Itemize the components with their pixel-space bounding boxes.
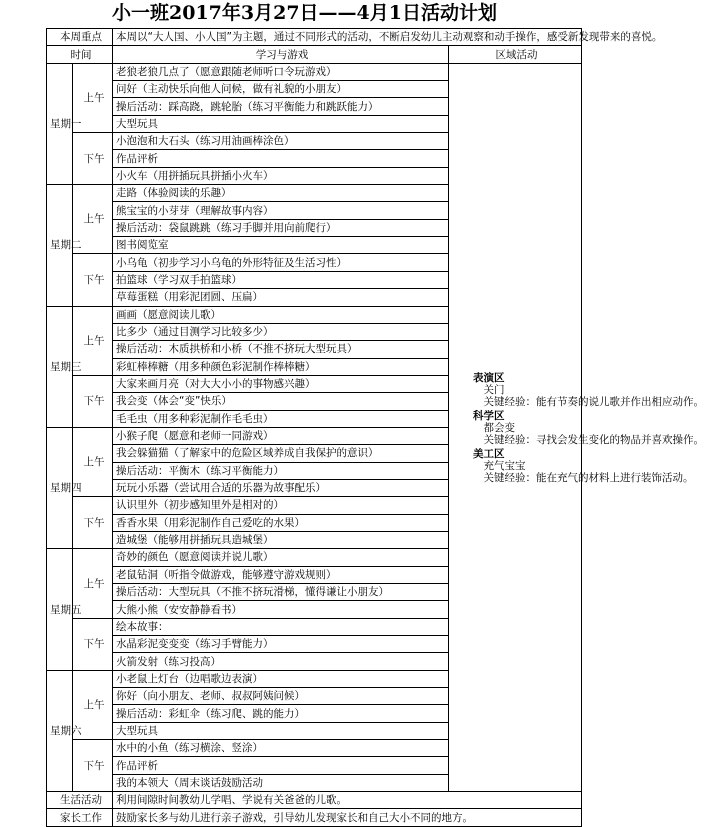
half-day-label: 上午 — [73, 185, 113, 254]
day-label: 星期六 — [47, 670, 73, 791]
activity-cell: 你好（向小朋友、老师、叔叔阿姨问候） — [113, 688, 449, 705]
day-label: 星期四 — [47, 427, 73, 548]
schedule-row — [47, 63, 582, 80]
activity-cell: 奇妙的颜色（愿意阅读并说儿歌） — [113, 549, 449, 566]
half-day-label: 上午 — [73, 427, 113, 496]
activity-cell: 小老鼠上灯台（边唱歌边表演） — [113, 670, 449, 687]
activity-cell: 小火车（用拼插玩具拼插小火车） — [113, 167, 449, 184]
life-activity-text: 利用间隙时间教幼儿学唱、学说有关爸爸的儿歌。 — [113, 792, 582, 809]
life-activity-row — [47, 792, 582, 809]
region-activity-name: 关门 — [483, 384, 505, 397]
activity-cell: 大家来画月亮（对大大小小的事物感兴趣） — [113, 375, 449, 392]
activity-cell: 走路（体验阅读的乐趣） — [113, 185, 449, 202]
activity-cell: 操后活动：木质拱桥和小桥（不推不挤玩大型玩具） — [113, 341, 449, 358]
plan-body — [47, 29, 704, 827]
half-day-label: 下午 — [73, 497, 113, 549]
parent-work-row — [47, 809, 582, 826]
activity-cell: 操后活动：大型玩具（不推不挤玩滑梯，懂得谦让小朋友） — [113, 584, 449, 601]
day-label: 星期一 — [47, 63, 73, 184]
region-title: 美工区 — [473, 448, 505, 461]
activity-cell: 造城堡（能够用拼插玩具造城堡） — [113, 531, 449, 548]
activity-cell: 绘本故事： — [113, 618, 449, 635]
region-title: 表演区 — [473, 372, 505, 385]
half-day-label: 上午 — [73, 63, 113, 132]
activity-cell: 水晶彩泥变变变（练习手臂能力） — [113, 636, 449, 653]
activity-cell: 小乌龟（初步学习小乌龟的外形特征及生活习性） — [113, 254, 449, 271]
header-region: 区域活动 — [449, 46, 582, 63]
parent-work-text: 鼓励家长多与幼儿进行亲子游戏，引导幼儿发现家长和自己大小不同的地方。 — [113, 809, 582, 826]
activity-cell: 老鼠钻洞（听指令做游戏，能够遵守游戏规则） — [113, 566, 449, 583]
activity-cell: 香香水果（用彩泥制作自己爱吃的水果） — [113, 514, 449, 531]
activity-cell: 大型玩具 — [113, 115, 449, 132]
activity-cell: 小泡泡和大石头（练习用油画棒涂色） — [113, 133, 449, 150]
activity-cell: 大熊小熊（安安静静看书） — [113, 601, 449, 618]
half-day-label: 下午 — [73, 254, 113, 306]
activity-cell: 我会变（体会“变”快乐） — [113, 393, 449, 410]
activity-cell: 大型玩具 — [113, 722, 449, 739]
focus-text: 本周以“大人国、小人国”为主题，通过不同形式的活动，不断启发幼儿主动观察和动手操作，感受新发现带来的喜悦。 — [113, 29, 582, 46]
half-day-label: 下午 — [73, 375, 113, 427]
activity-cell: 老狼老狼几点了（愿意跟随老师听口令玩游戏） — [113, 63, 449, 80]
activity-cell: 我会躲猫猫（了解家中的危险区域养成自我保护的意识） — [113, 445, 449, 462]
region-key-experience: 关键经验：能在充气的材料上进行装饰活动。 — [483, 472, 694, 485]
activity-cell: 熊宝宝的小芽芽（理解故事内容） — [113, 202, 449, 219]
activity-cell: 拍篮球（学习双手拍篮球） — [113, 271, 449, 288]
region-key-experience: 关键经验：寻找会发生变化的物品并喜欢操作。 — [483, 434, 704, 447]
day-label: 星期二 — [47, 185, 73, 306]
header-time: 时间 — [47, 46, 113, 63]
activity-cell: 草莓蛋糕（用彩泥团圆、压扁） — [113, 289, 449, 306]
activity-cell: 小猴子爬（愿意和老师一同游戏） — [113, 427, 449, 444]
activity-cell: 毛毛虫（用多种彩泥制作毛毛虫） — [113, 410, 449, 427]
activity-cell: 彩虹棒棒糖（用多种颜色彩泥制作棒棒糖） — [113, 358, 449, 375]
region-title: 科学区 — [473, 410, 505, 423]
activity-cell: 操后活动：踩高跷，跳轮胎（练习平衡能力和跳跃能力） — [113, 98, 449, 115]
activity-cell: 操后活动：袋鼠跳跳（练习手脚并用向前爬行） — [113, 219, 449, 236]
focus-row — [47, 29, 582, 46]
activity-cell: 火箭发射（练习投高） — [113, 653, 449, 670]
activity-cell: 作品评析 — [113, 150, 449, 167]
activity-cell: 问好（主动快乐向他人问候，做有礼貌的小朋友） — [113, 81, 449, 98]
day-label: 星期三 — [47, 306, 73, 427]
activity-cell: 玩玩小乐器（尝试用合适的乐器为故事配乐） — [113, 479, 449, 496]
activity-cell: 作品评析 — [113, 757, 449, 774]
focus-label: 本周重点 — [47, 29, 113, 46]
region-key-experience: 关键经验：能有节奏的说儿歌并作出相应动作。 — [483, 396, 704, 409]
day-label: 星期五 — [47, 549, 73, 670]
activity-cell: 操后活动：彩虹伞（练习爬、跳的能力） — [113, 705, 449, 722]
activity-cell: 认识里外（初步感知里外是相对的） — [113, 497, 449, 514]
half-day-label: 下午 — [73, 740, 113, 792]
region-activity-name: 都会变 — [483, 422, 515, 435]
half-day-label: 下午 — [73, 618, 113, 670]
header-learning: 学习与游戏 — [113, 46, 449, 63]
parent-work-label: 家长工作 — [47, 809, 113, 826]
half-day-label: 上午 — [73, 549, 113, 618]
half-day-label: 上午 — [73, 306, 113, 375]
region-activity-name: 充气宝宝 — [483, 460, 526, 473]
region-activities — [449, 63, 704, 791]
activity-cell: 水中的小鱼（练习横涂、竖涂） — [113, 740, 449, 757]
activity-cell: 比多少（通过目测学习比较多少） — [113, 323, 449, 340]
half-day-label: 下午 — [73, 133, 113, 185]
half-day-label: 上午 — [73, 670, 113, 739]
header-row — [47, 46, 582, 63]
activity-cell: 图书阅览室 — [113, 237, 449, 254]
activity-cell: 画画（愿意阅读儿歌） — [113, 306, 449, 323]
activity-plan-table — [46, 28, 704, 827]
life-activity-label: 生活活动 — [47, 792, 113, 809]
activity-cell: 操后活动：平衡木（练习平衡能力） — [113, 462, 449, 479]
page-title: 小一班2017年3月27日——4月1日活动计划 — [112, 2, 497, 24]
activity-cell: 我的本领大（周末谈话鼓励活动 — [113, 774, 449, 791]
